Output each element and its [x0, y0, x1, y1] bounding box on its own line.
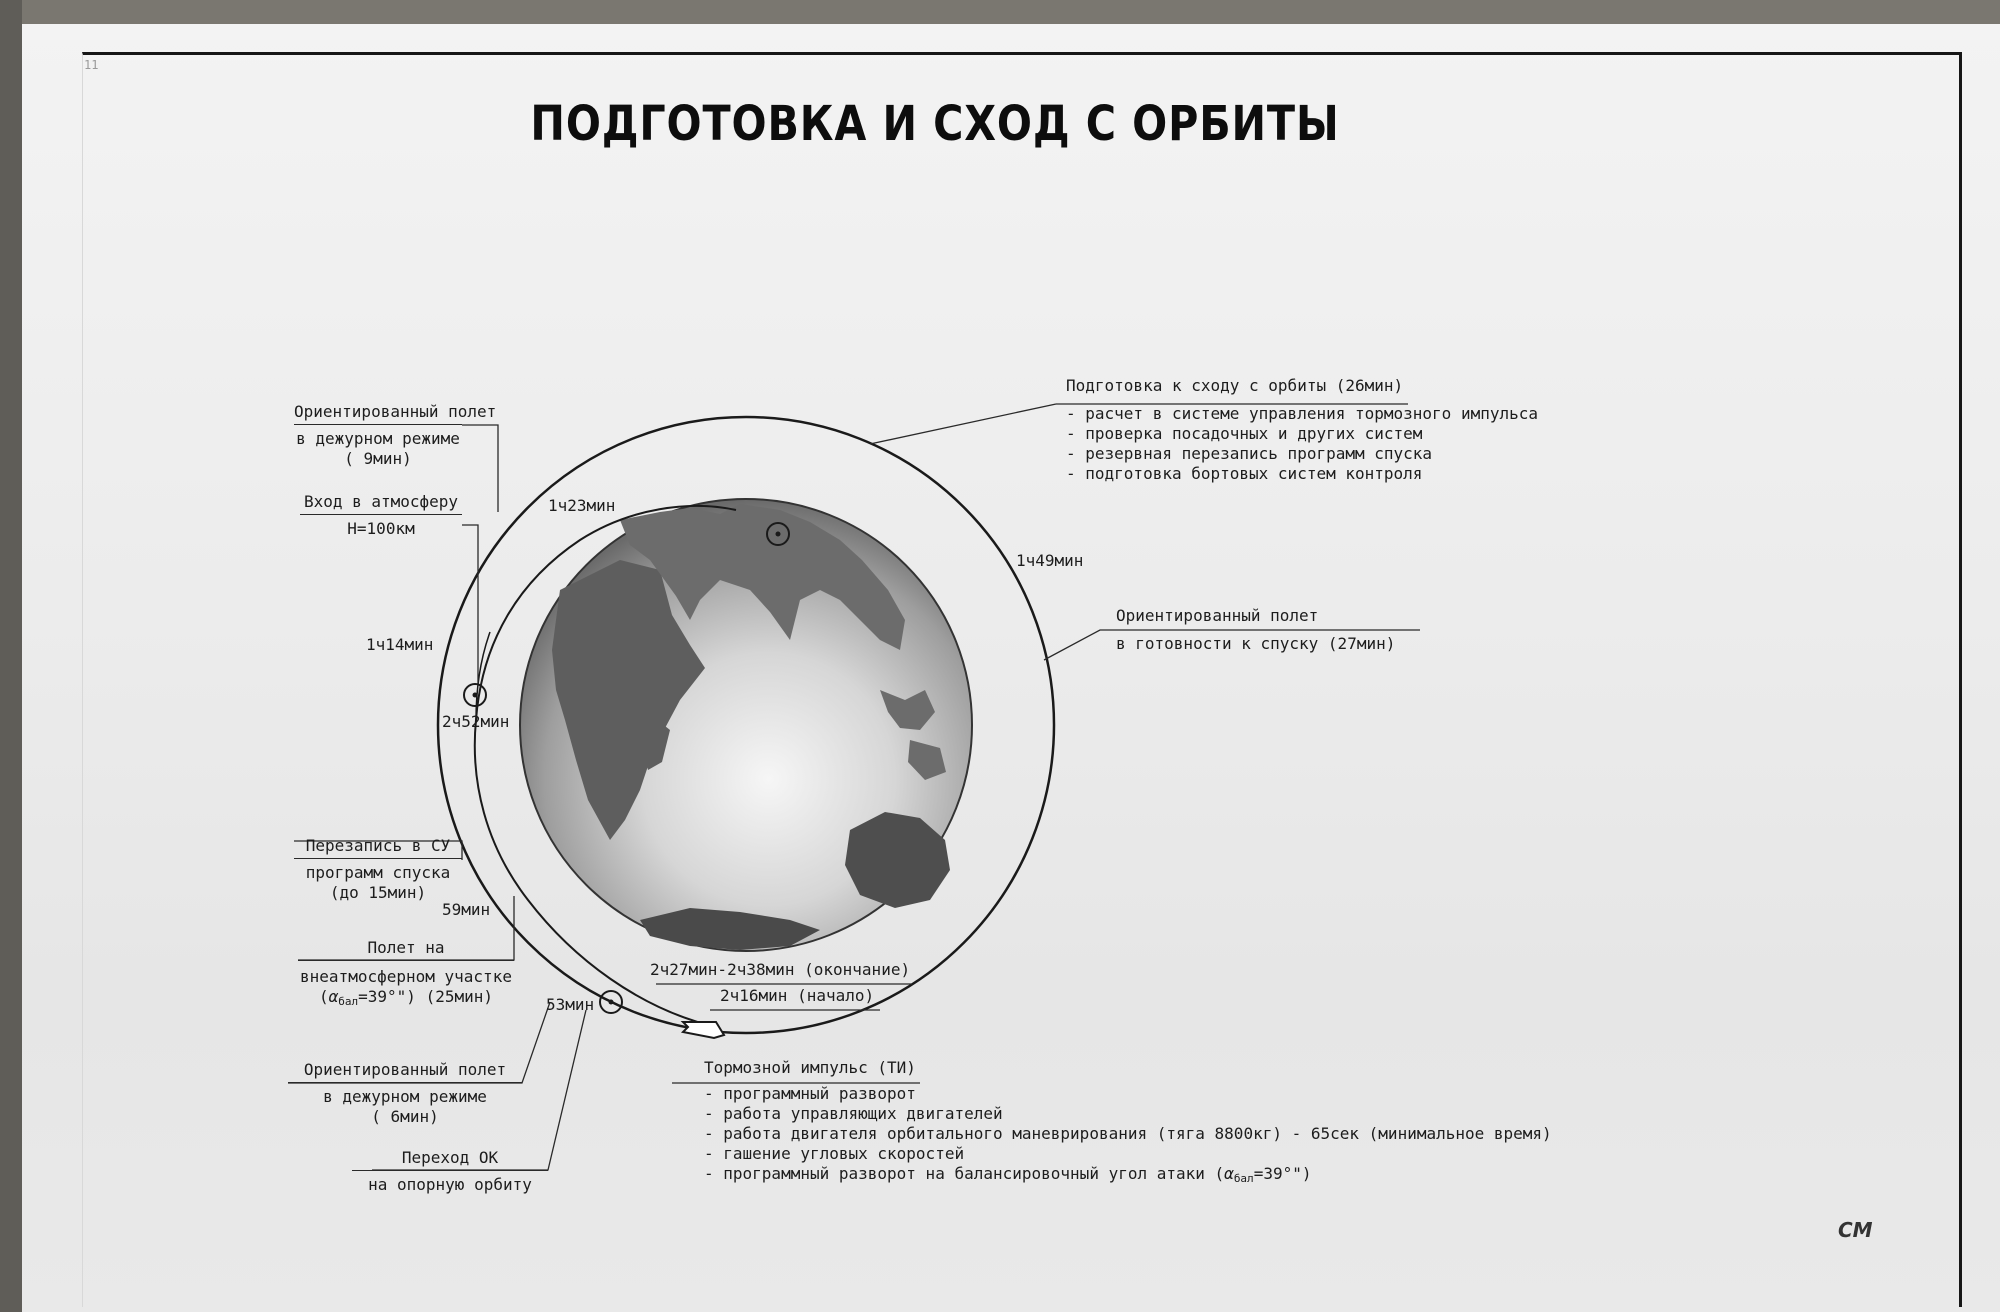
label-alpha-line: $(\alpha_{бал}=39^\circ")$ (25мин): [318, 987, 493, 1008]
list-item: - проверка посадочных и других систем: [1066, 424, 1538, 444]
label-text: на опорную орбиту: [368, 1175, 532, 1194]
label-deorbit-prep-heading: [1066, 376, 1403, 396]
label-braking-impulse-heading: [704, 1058, 916, 1078]
list-item: - гашение угловых скоростей: [704, 1144, 1552, 1164]
label-text: в дежурном режиме: [296, 429, 460, 448]
list-item: - расчет в системе управления тормозного импульса: [1066, 404, 1538, 424]
label-text: Вход в атмосферу: [300, 492, 462, 515]
label-oriented-standby-6: [288, 1060, 522, 1127]
label-ok-transition: [352, 1148, 548, 1195]
list-item: - резервная перезапись программ спуска: [1066, 444, 1538, 464]
label-text: ( 9мин): [344, 449, 412, 468]
label-text: Ориентированный полет: [294, 402, 462, 425]
deorbit-prep-list: [1066, 404, 1538, 484]
label-text: в готовности к спуску (27мин): [1116, 634, 1396, 653]
list-item: - работа двигателя орбитального маневрирования (тяга 8800кг) - 65сек (минимальное время): [704, 1124, 1552, 1144]
label-exo-flight: [298, 938, 514, 1012]
label-burn-start: 2ч16мин (начало): [720, 986, 875, 1005]
label-text: Переход ОК: [352, 1148, 548, 1171]
time-mark-1h14: 1ч14мин: [366, 635, 434, 654]
list-item: - подготовка бортовых систем контроля: [1066, 464, 1538, 484]
braking-impulse-arrow: [683, 1022, 724, 1038]
time-mark-1h23: 1ч23мин: [548, 496, 616, 515]
label-text: Перезапись в СУ: [294, 836, 462, 859]
label-burn-end: 2ч27мин-2ч38мин (окончание): [650, 960, 911, 979]
label-text: внеатмосферном участке: [300, 967, 512, 986]
logo-mark: СМ: [1838, 1218, 1873, 1242]
label-text: программ спуска: [305, 863, 451, 882]
time-mark-1h49: 1ч49мин: [1016, 551, 1084, 570]
label-text: Тормозной импульс (ТИ): [704, 1058, 916, 1077]
label-oriented-ready: [1116, 606, 1395, 654]
time-mark-53min: 53мин: [546, 995, 595, 1014]
label-text: в дежурном режиме: [323, 1087, 487, 1106]
time-mark-59min: 59мин: [442, 900, 491, 919]
list-item: - программный разворот на балансировочный угол атаки $(\alpha_{бал}=39^\circ")$: [704, 1164, 1552, 1189]
label-text: H=100км: [347, 519, 415, 538]
sheet-number: 11: [84, 58, 99, 72]
label-text: (до 15мин): [329, 883, 427, 902]
time-mark-2h52: 2ч52мин: [442, 712, 510, 731]
label-rewrite-program: [294, 836, 462, 903]
label-text: Ориентированный полет: [1116, 606, 1319, 625]
label-text: ( 6мин): [371, 1107, 439, 1126]
label-text: Подготовка к сходу с орбиты (26мин): [1066, 376, 1404, 395]
label-oriented-standby-9: [294, 402, 497, 469]
poster-title: ПОДГОТОВКА И СХОД С ОРБИТЫ: [530, 96, 1340, 152]
braking-impulse-list: [704, 1084, 1552, 1189]
list-item: - программный разворот: [704, 1084, 1552, 1104]
label-text: Ориентированный полет: [288, 1060, 522, 1083]
label-text: Полет на: [298, 938, 514, 961]
list-item: - работа управляющих двигателей: [704, 1104, 1552, 1124]
label-atmosphere-entry: [300, 492, 462, 539]
